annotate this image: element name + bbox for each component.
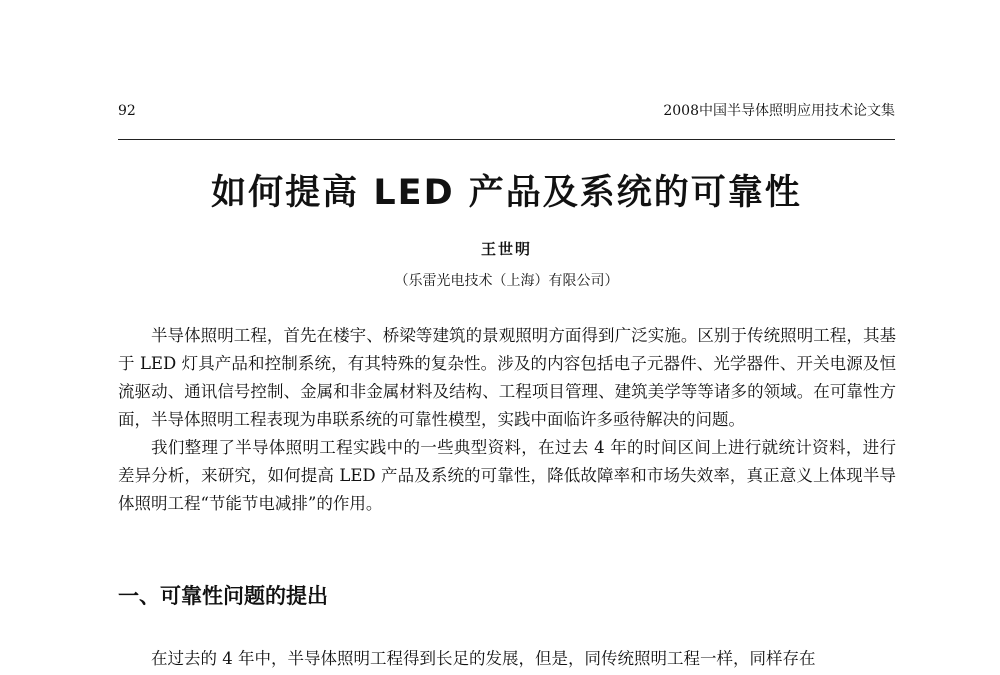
abstract-paragraph-2: 我们整理了半导体照明工程实践中的一些典型资料，在过去 4 年的时间区间上进行就统计资料，进行差异分析，来研究，如何提高 LED 产品及系统的可靠性，降低故障率和市场失效率，真正意义上体现半导体照明工程“节能节电减排”的作用。 [118, 438, 896, 513]
section-paragraph: 在过去的 4 年中，半导体照明工程得到长足的发展，但是，同传统照明工程一样，同样存在 [151, 649, 816, 668]
page-number: 92 [118, 103, 136, 119]
author-name: 王世明 [480, 240, 532, 258]
section-heading: 一、可靠性问题的提出 [118, 584, 328, 608]
abstract-paragraph-1: 半导体照明工程，首先在楼宇、桥梁等建筑的景观照明方面得到广泛实施。区别于传统照明工程，其基于 LED 灯具产品和控制系统，有其特殊的复杂性。涉及的内容包括电子元器件、光学器件、开关电源及恒流驱动、通讯信号控制、金属和非金属材料及结构、工程项目管理、建筑美学等等诸多的领域。在可靠性方面，半导体照明工程表现为串联系统的可靠性模型，实践中面临许多亟待解决的问题。 [118, 326, 896, 429]
author-affiliation: （乐雷光电技术（上海）有限公司） [394, 273, 619, 289]
journal-title: 2008中国半导体照明应用技术论文集 [663, 103, 895, 119]
running-header [118, 100, 895, 120]
header-rule [118, 139, 895, 140]
article-title: 如何提高 LED 产品及系统的可靠性 [211, 173, 802, 213]
section-body [118, 645, 896, 673]
abstract-body [118, 322, 896, 518]
